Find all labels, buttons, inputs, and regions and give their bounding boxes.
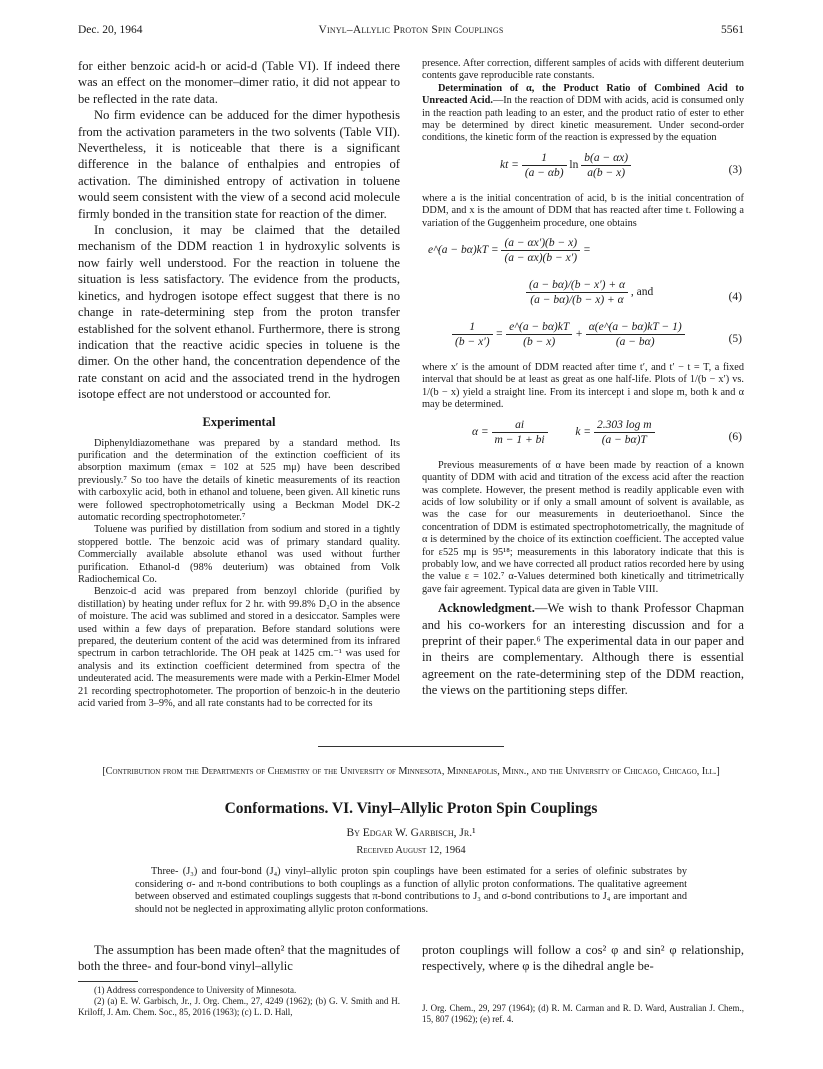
body-right-column — [422, 942, 744, 1025]
paragraph: proton couplings will follow a cos² φ and sin² φ relationship, respectively, where φ is the dihedral angle be- — [422, 943, 744, 974]
eq-fraction: $\frac{ai}{m - 1 + bi}$ — [492, 418, 548, 447]
paragraph: Previous measurements of α have been made by reaction of a known quantity of DDM with acid and titration of the excess acid after the reaction was complete. However, the present method is readily applicable even with acids of low solubility or if only a small amount of solvent is available, as was the case for our measurements in deuterioethanol. Since the concentration of DDM is estimated spectrophotometrically, the magnitude of α is determined by the choice of its extinction coefficient. The accepted value for ε525 mμ is 95¹⁸; measurements in this laboratory indicate that this is probably low, and we have corrected all product ratios recorded here by using the value ε = 102.⁷ α-Values determined both kinetically and titrimetrically gave fair agreement. Typical data are given in Table VIII. — [422, 459, 744, 595]
running-head-title: Vinyl–Allylic Proton Spin Couplings — [318, 24, 504, 36]
eq-number: (3) — [728, 163, 742, 176]
paragraph-lead: Determination of α, the Product Ratio of Combined Acid to Unreacted Acid. — [422, 82, 744, 107]
eq-lhs: e^(a − bα)kT = — [428, 244, 499, 257]
left-column — [78, 58, 400, 710]
running-head — [78, 24, 744, 40]
paragraph: The assumption has been made often² that the magnitudes of both the three- and four-bond vinyl–allylic — [78, 943, 400, 974]
paragraph: where a is the initial concentration of acid, b is the initial concentration of DDM, and x is the amount of DDM that has reacted after time t. Following a variation of the Guggenheim procedure, one obtains — [422, 192, 744, 229]
eq-fraction: $\frac{1}{(a - \alpha b)}$ — [522, 151, 567, 180]
equation-4a — [422, 236, 744, 272]
footnote: (2) (a) E. W. Garbisch, Jr., J. Org. Chem., 27, 4249 (1962); (b) G. V. Smith and H. Kriloff, J. Am. Chem. Soc., 85, 2016 (1963); (c) L. D. Hall, — [78, 995, 400, 1017]
footnote: (1) Address correspondence to University of Minnesota. — [94, 984, 297, 995]
eq-fraction: $\frac{1}{(b - x')}$ — [452, 320, 493, 349]
equation-4 — [422, 278, 744, 314]
equation-6 — [422, 418, 744, 454]
running-head-date: Dec. 20, 1964 — [78, 24, 143, 36]
eq-lhs: α = — [472, 425, 489, 438]
eq-tail: = — [582, 244, 591, 257]
paragraph-body: —In the reaction of DDM with acids, acid is consumed only in the reaction path leading to an ester, and the product ratio of ester to ether may be determined by direct kinetic measurement. Under second-order conditions, the kinetic form of the reaction is expressed by the equation — [422, 95, 744, 144]
eq-number: (4) — [728, 291, 742, 304]
acknowledgment-lead: Acknowledgment. — [438, 601, 535, 616]
abstract: Three- (J₃) and four-bond (J₄) vinyl–allylic proton spin couplings have been estimated for a series of olefinic substrates by considering σ- and π-bond contributions to both couplings as a function of allylic proton conformations. The qualitative agreement between observed and estimated couplings suggests that π-bond contributions to J₃ and σ-bond contributions to J₄ are important and should not be neglected in approximating allylic proton conformations. — [135, 866, 687, 915]
equation-5: $\frac{1}{(b - x')}$ = $\frac{e\^{}(a - b\alpha)kT}{(b - x)}$ + $\frac{\alpha(e\^{}(a - b\alpha)kT - 1)}{(a - b\alpha)}$ (5) — [422, 320, 744, 356]
received-date: Received August 12, 1964 — [356, 845, 466, 856]
section-heading: Experimental — [202, 414, 276, 429]
paragraph: Toluene was purified by distillation from sodium and stored in a tightly stoppered bottle. The benzoic acid was of primary standard quality. Commercially available absolute ethanol was used without further purification. Ethanol-d (98% deuterium) was obtained from Volk Radiochemical Co. — [78, 524, 400, 585]
eq-fraction: $\frac{b(a - \alpha x)}{a(b - x)}$ — [581, 151, 631, 180]
eq-number: (5) — [728, 333, 742, 346]
footnote-divider — [78, 981, 138, 982]
paragraph: Benzoic-d acid was prepared from benzoyl chloride (purified by distillation) by heating under reflux for 2 hr. with 99.8% D₂O in the absence of moisture. The acid was sublimed and stored in a desiccator. Samples were used within a few days of preparation. Before standard solutions were prepared, the deuterium content of the acid was determined from its infrared spectrum in carbon tetrachloride. The OH peak at 1425 cm.⁻¹ was used for analysis and its extinction coefficient determined from spectra of the undeuterated acid. The measurements were made with a Perkin-Elmer Model 21 recording spectrophotometer. The proportion of benzoic-h in the deuterio acid varied from 3–9%, and all rate constants had to be corrected for its — [78, 586, 400, 710]
paragraph: presence. After correction, different samples of acids with different deuterium contents gave reproducible rate constants. — [422, 58, 744, 82]
contribution-note: [Contribution from the Departments of Chemistry of the University of Minnesota, Minneapolis, Minn., and the University of Chicago, Chicago, Ill.] — [102, 766, 720, 777]
right-column — [422, 58, 744, 699]
eq-number: (6) — [728, 430, 742, 443]
eq-fraction: $\frac{\text{2.303 log m}}{(a - b\alpha)T}$ — [594, 418, 655, 447]
eq-tail: , and — [630, 286, 654, 299]
eq-fraction: $\frac{(a - b\alpha)/(b - x') + \alpha}{(a - b\alpha)/(b - x) + \alpha}$ — [526, 278, 628, 307]
article-title: Conformations. VI. Vinyl–Allylic Proton Spin Couplings — [224, 800, 598, 817]
eq-fraction: $\frac{e\^{}(a - b\alpha)kT}{(b - x)}$ — [506, 320, 572, 349]
article-divider — [318, 746, 504, 747]
paragraph: Diphenyldiazomethane was prepared by a standard method. Its purification and the determination of the extinction coefficient of its absorption maximum (εmax = 102 at 525 mμ) have been described previously.⁷ So too have the details of kinetic measurements of its reaction with carboxylic acid, both in ethanol and toluene, been given. All kinetic runs were followed spectrophotometrically using a Beckman Model DK-2 automatic recording spectrophotometer.⁷ — [78, 437, 400, 523]
eq-ln: ln — [569, 158, 579, 171]
running-head-page-number: 5561 — [721, 24, 744, 36]
eq-fraction: $\frac{\alpha(e\^{}(a - b\alpha)kT - 1)}{(a - b\alpha)}$ — [586, 320, 685, 349]
equation-3 — [422, 151, 744, 187]
paragraph: where x′ is the amount of DDM reacted after time t′, and t′ − t = T, a fixed interval that should be at least as great as one half-life. Plots of 1/(b − x′) vs. 1/(b − x) yield a straight line. From its intercept i and slope m, both k and α may be determined. — [422, 362, 744, 411]
eq-fraction: $\frac{(a - \alpha x')(b - x)}{(a - \alpha x)(b - x')}$ — [501, 236, 580, 265]
acknowledgment — [422, 600, 744, 698]
author-byline: By Edgar W. Garbisch, Jr.¹ — [346, 827, 476, 839]
paragraph — [422, 83, 744, 145]
paragraph: In conclusion, it may be claimed that the detailed mechanism of the DDM reaction 1 in hydroxylic solvents is now fairly well understood. For the reaction in toluene the situation is less satisfactory. The evidence from the products, kinetics, and hydrogen isotope effect suggest that there is no change in rate-determining step from the proton transfer established for the solvent ethanol. Furthermore, there is strong indication that the reactive acidic species in toluene is the dimer. On the other hand, the concentration dependence of the rate constant on acid and the associated trend in the hydrogen isotope effect are not understood or accounted for. — [78, 223, 400, 402]
paragraph: No firm evidence can be adduced for the dimer hypothesis from the activation parameters in the two solvents (Table VII). Nevertheless, it is noticeable that there is a significant difference in the balance of enthalpies and entropies of activation. The diminished entropy of activation in toluene would seem consistent with the view of a second acid molecule firmly bonded in the transition state for reaction of the dimer. — [78, 108, 400, 221]
eq-lhs: k = — [575, 425, 592, 438]
body-left-column — [78, 942, 400, 1018]
paragraph: for either benzoic acid-h or acid-d (Table VI). If indeed there was an effect on the monomer–dimer ratio, it did not appear to be reflected in the rate data. — [78, 59, 400, 106]
acknowledgment-body: —We wish to thank Professor Chapman and his co-workers for an interesting discussion and for a preprint of their paper.⁶ The experimental data in our paper and in theirs are complementary. Although there is essential agreement on the rate-determining step of the DDM reaction, the views on the partitioning steps differ. — [422, 601, 744, 698]
eq-lhs: kt = — [500, 158, 519, 171]
footnote-continued: J. Org. Chem., 29, 297 (1964); (d) R. M. Carman and R. D. Ward, Australian J. Chem., 15, 807 (1962); (e) ref. 4. — [422, 1002, 744, 1024]
